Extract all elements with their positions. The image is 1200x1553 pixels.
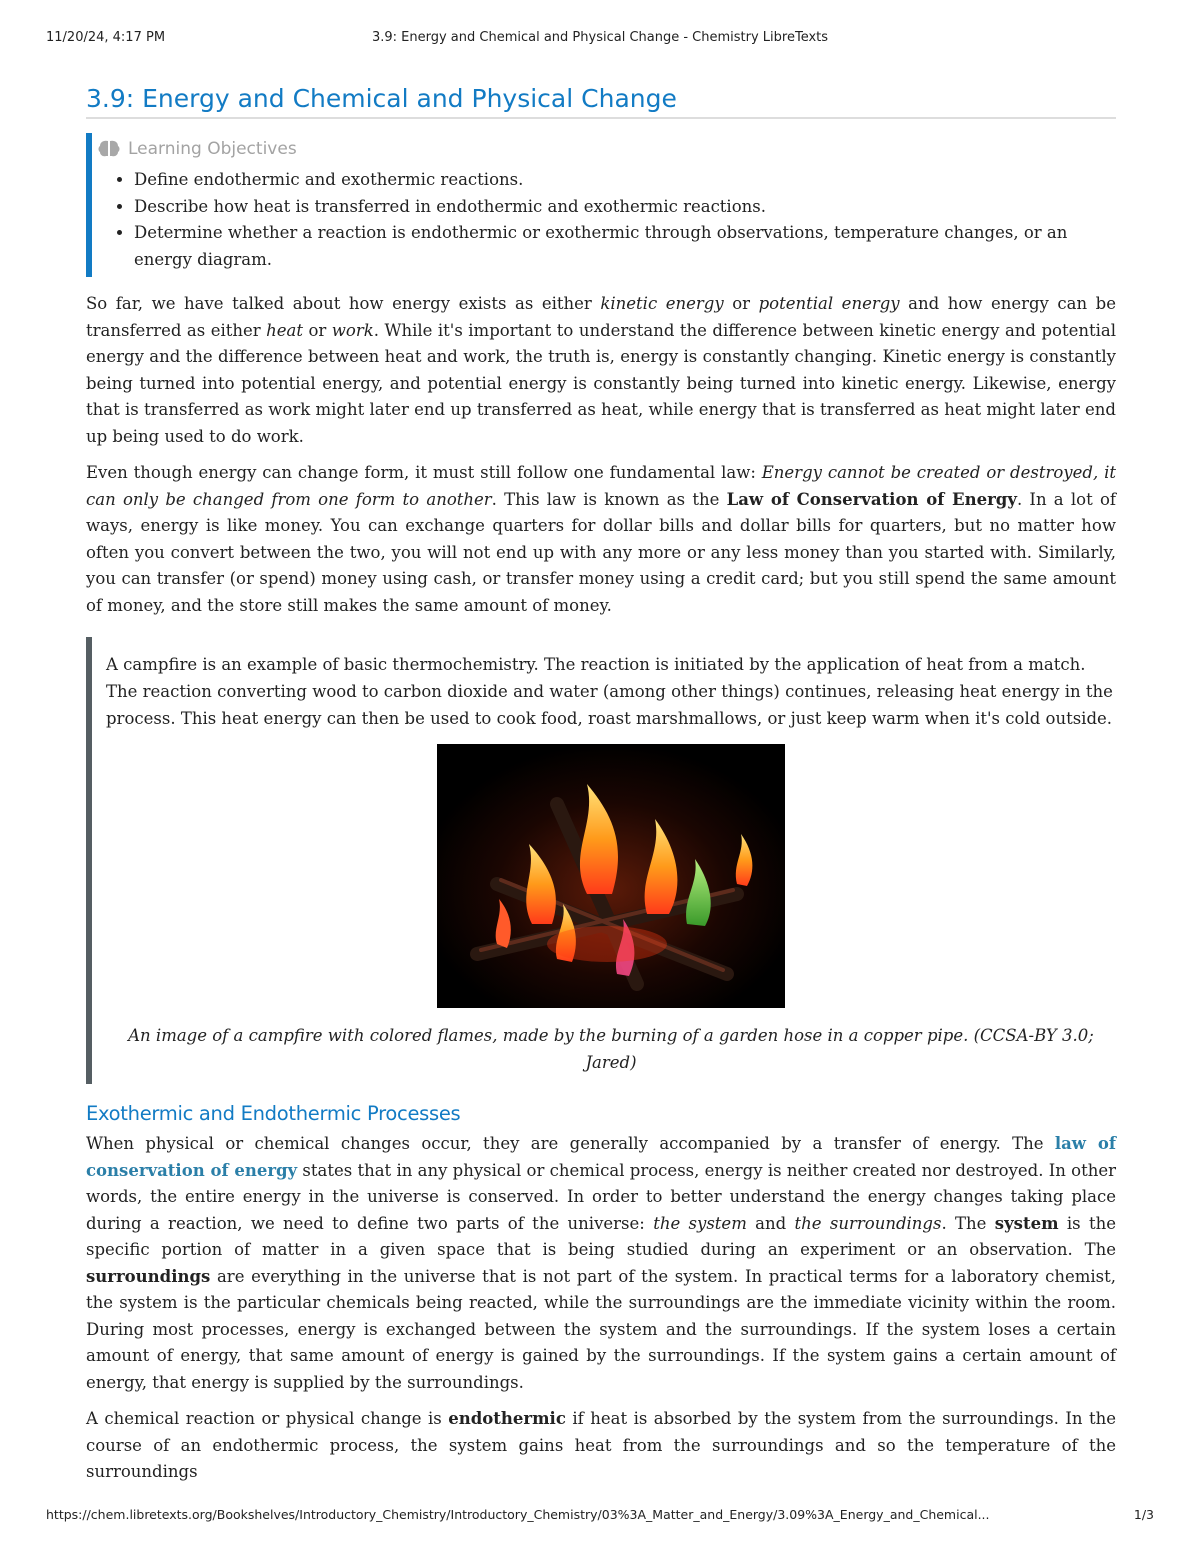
term-surroundings: surroundings xyxy=(86,1266,211,1286)
print-header xyxy=(46,30,1154,50)
callout-text: A campfire is an example of basic thermochemistry. The reaction is initiated by the application of heat from a match. The reaction converting wood to carbon dioxide and water (among other things) continues, releasing heat energy in the process. This heat energy can then be used to cook food, roast marshmallows, or just keep warm when it's cold outside. xyxy=(106,655,1113,728)
text-run: Even though energy can change form, it must still follow one fundamental law: xyxy=(86,463,762,482)
text-run: . In a lot of ways, energy is like money. You can exchange quarters for dollar bills and dollar bills for quarters, but no matter how often you convert between the two, you will not end up with any more or any less money than you started with. Similarly, you can transfer (or spend) money using cash, or transfer money using a credit card; but you still spend the same amount of money, and the store still makes the same amount of money. xyxy=(86,489,1117,615)
learning-objectives-box xyxy=(86,133,1098,277)
paragraph-endothermic xyxy=(86,1406,1116,1486)
objectives-list xyxy=(98,167,1098,273)
text-run: So far, we have talked about how energy exists as either xyxy=(86,294,601,313)
text-run: and how energy can be transferred as either xyxy=(86,294,1116,340)
text-run: . This law is known as the xyxy=(491,489,727,509)
learning-objectives-heading: Learning Objectives xyxy=(128,139,297,159)
term-endothermic: endothermic xyxy=(448,1409,566,1428)
brain-icon xyxy=(98,140,120,158)
objective-item: • Describe how heat is transferred in endothermic and exothermic reactions. xyxy=(134,194,1098,221)
text-run: A chemical reaction or physical change is xyxy=(86,1409,449,1428)
text-run: When physical or chemical changes occur, they are generally accompanied by a transfer of energy. The xyxy=(86,1134,1055,1153)
print-page-title: 3.9: Energy and Chemical and Physical Change - Chemistry LibreTexts xyxy=(371,30,829,45)
term-potential-energy: potential energy xyxy=(758,294,900,313)
print-page-number: 1/3 xyxy=(1133,1507,1154,1522)
term-work: work xyxy=(331,320,374,340)
objective-item: • Define endothermic and exothermic reactions. xyxy=(134,167,1098,194)
campfire-image xyxy=(437,744,785,1008)
law-of-conservation-link[interactable]: law of conservation of energy xyxy=(86,1134,1116,1180)
term-heat: heat xyxy=(266,320,303,340)
campfire-caption: An image of a campfire with colored flames, made by the burning of a garden hose in a copper pipe. (CCSA-BY 3.0; Jared) xyxy=(128,1026,1094,1072)
article xyxy=(86,84,1116,1486)
paragraph-energy-forms xyxy=(86,291,1116,450)
print-datetime: 11/20/24, 4:17 PM xyxy=(46,30,166,45)
law-statement: Energy cannot be created or destroyed, it can only be changed from one form to another xyxy=(86,463,1116,509)
text-run: is the specific portion of matter in a given space that is being studied during an experiment or an observation. The xyxy=(86,1213,1116,1259)
term-the-surroundings: the surroundings xyxy=(794,1213,942,1233)
objective-item: • Determine whether a reaction is endothermic or exothermic through observations, temperature changes, or an energy diagram. xyxy=(134,220,1098,273)
paragraph-conservation-law xyxy=(86,460,1116,619)
learning-objectives-header xyxy=(98,139,1098,159)
text-run: are everything in the universe that is not part of the system. In practical terms for a laboratory chemist, the system is the particular chemicals being reacted, while the surroundings are the immediate vicinity within the room. During most processes, energy is exchanged between the system and the surroundings. If the system loses a certain amount of energy, that same amount of energy is gained by the surroundings. If the system gains a certain amount of energy, that energy is supplied by the surroundings. xyxy=(86,1266,1116,1392)
term-the-system: the system xyxy=(653,1213,747,1233)
text-run: states that in any physical or chemical process, energy is neither created nor destroyed. In other words, the entire energy in the universe is conserved. In order to better understand the energy changes taking place during a reaction, we need to define two parts of the universe: xyxy=(86,1160,1116,1233)
text-run: . The xyxy=(941,1213,995,1233)
term-law-of-conservation: Law of Conservation of Energy xyxy=(726,489,1017,509)
campfire-callout xyxy=(86,637,1116,1084)
text-run: or xyxy=(723,294,759,313)
text-run: . While it's important to understand the difference between kinetic energy and potential energy and the difference between heat and work, the truth is, energy is constantly changing. Kinetic energy is constantly being turned into potential energy, and potential energy is constantly being turned into kinetic energy. Likewise, energy that is transferred as work might later end up transferred as heat, while energy that is transferred as heat might later end up being used to do work. xyxy=(86,320,1116,446)
print-url: https://chem.libretexts.org/Bookshelves/Introductory_Chemistry/Introductory_Chemistry/03%3A_Matter_and_Energy/3.09%3A_Energy_and_Chemical... xyxy=(46,1507,990,1522)
text-run: and xyxy=(746,1213,795,1233)
text-run: or xyxy=(303,320,332,340)
paragraph-system-surroundings xyxy=(86,1131,1116,1396)
campfire-figure xyxy=(106,744,1116,1008)
term-system: system xyxy=(994,1213,1059,1233)
text-run: if heat is absorbed by the system from the surroundings. In the course of an endothermic process, the system gains heat from the surroundings and so the temperature of the surroundings xyxy=(86,1409,1116,1481)
term-kinetic-energy: kinetic energy xyxy=(600,294,724,313)
section-heading: Exothermic and Endothermic Processes xyxy=(86,1102,461,1125)
page-title: 3.9: Energy and Chemical and Physical Change xyxy=(86,84,1116,119)
print-footer xyxy=(46,1507,1154,1527)
